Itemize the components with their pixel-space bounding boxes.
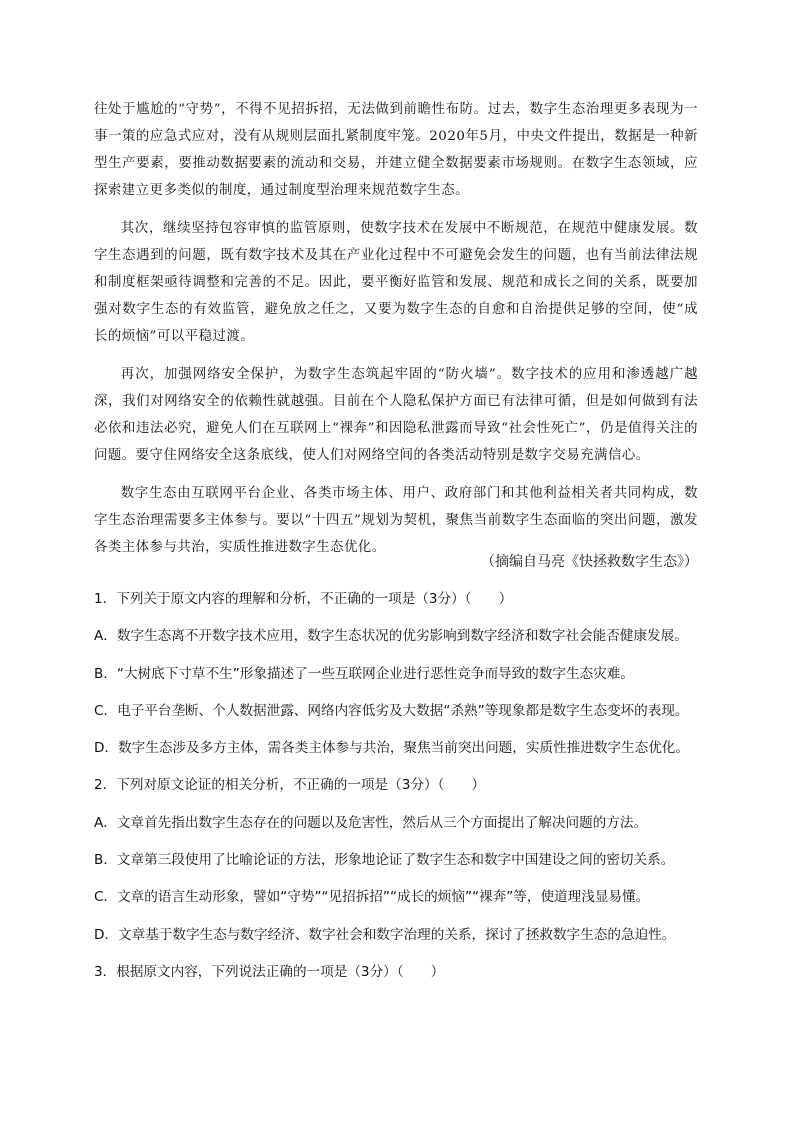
question-1-option-a[interactable]: A．数字生态离不开数字技术应用，数字生态状况的优劣影响到数字经济和数字社会能否健康发展。 xyxy=(94,628,688,645)
question-3-stem: 3．根据原文内容，下列说法正确的一项是（3分）（ ） xyxy=(94,963,445,980)
passage-source: （摘编自马亮《快拯救数字生态》） xyxy=(481,554,698,570)
question-1-option-b[interactable]: B．“大树底下寸草不生”形象描述了一些互联网企业进行恶性竞争而导致的数字生态灾难。 xyxy=(94,665,634,682)
passage-paragraph-3: 再次，加强网络安全保护，为数字生态筑起牢固的“防火墙”。数字技术的应用和渗透越广越深，我们对网络安全的依赖性就越强。目前在个人隐私保护方面已有法律可循，但是如何做到有法必依和违法必究，避免人们在互联网上“裸奔”和因隐私泄露而导致“社会性死亡”，仍是值得关注的问题。要守住网络安全这条底线，使人们对网络空间的各类活动特别是数字交易充满信心。 xyxy=(94,367,698,463)
question-1-stem: 1．下列关于原文内容的理解和分析，不正确的一项是（3分）（ ） xyxy=(94,591,513,607)
question-1-option-d[interactable]: D．数字生态涉及多方主体，需各类主体参与共治，聚焦当前突出问题，实质性推进数字生态优化。 xyxy=(94,740,689,757)
question-1-option-c[interactable]: C．电子平台垄断、个人数据泄露、网络内容低劣及大数据“杀熟”等现象都是数字生态变坏的表现。 xyxy=(94,702,689,719)
question-list xyxy=(94,589,706,999)
question-2-option-c[interactable]: C．文章的语言生动形象，譬如“守势”“见招拆招”“成长的烦恼”“裸奔”等，使道理浅显易懂。 xyxy=(94,889,650,906)
reading-passage xyxy=(94,96,698,572)
question-2-option-d[interactable]: D．文章基于数字生态与数字经济、数字社会和数字治理的关系，探讨了拯救数字生态的急迫性。 xyxy=(94,926,676,943)
passage-paragraph-4: 数字生态由互联网平台企业、各类市场主体、用户、政府部门和其他利益相关者共同构成，数字生态治理需要多主体参与。要以“十四五”规划为契机，聚焦当前数字生态面临的突出问题，激发各类主体参与共治，实质性推进数字生态优化。 xyxy=(94,486,698,555)
question-2-option-a[interactable]: A．文章首先指出数字生态存在的问题以及危害性，然后从三个方面提出了解决问题的方法。 xyxy=(94,814,648,831)
passage-paragraph-1: 往处于尴尬的“守势”，不得不见招拆招，无法做到前瞻性布防。过去，数字生态治理更多表现为一事一策的应急式应对，没有从规则层面扎紧制度牢笼。2020年5月，中央文件提出，数据是一种新型生产要素，要推动数据要素的流动和交易，并建立健全数据要素市场规则。在数字生态领域，应探索建立更多类似的制度，通过制度型治理来规范数字生态。 xyxy=(94,102,698,198)
question-2-stem: 2．下列对原文论证的相关分析，不正确的一项是（3分）（ ） xyxy=(94,777,486,794)
passage-paragraph-2: 其次，继续坚持包容审慎的监管原则，使数字技术在发展中不断规范，在规范中健康发展。数字生态遇到的问题，既有数字技术及其在产业化过程中不可避免会发生的问题，也有当前法律法规和制度框架亟待调整和完善的不足。因此，要平衡好监管和发展、规范和成长之间的关系，既要加强对数字生态的有效监管，避免放之任之，又要为数字生态的自愈和自治提供足够的空间，使“成长的烦恼”可以平稳过渡。 xyxy=(94,221,698,344)
question-2-option-b[interactable]: B．文章第三段使用了比喻论证的方法，形象地论证了数字生态和数字中国建设之间的密切关系。 xyxy=(94,852,675,869)
